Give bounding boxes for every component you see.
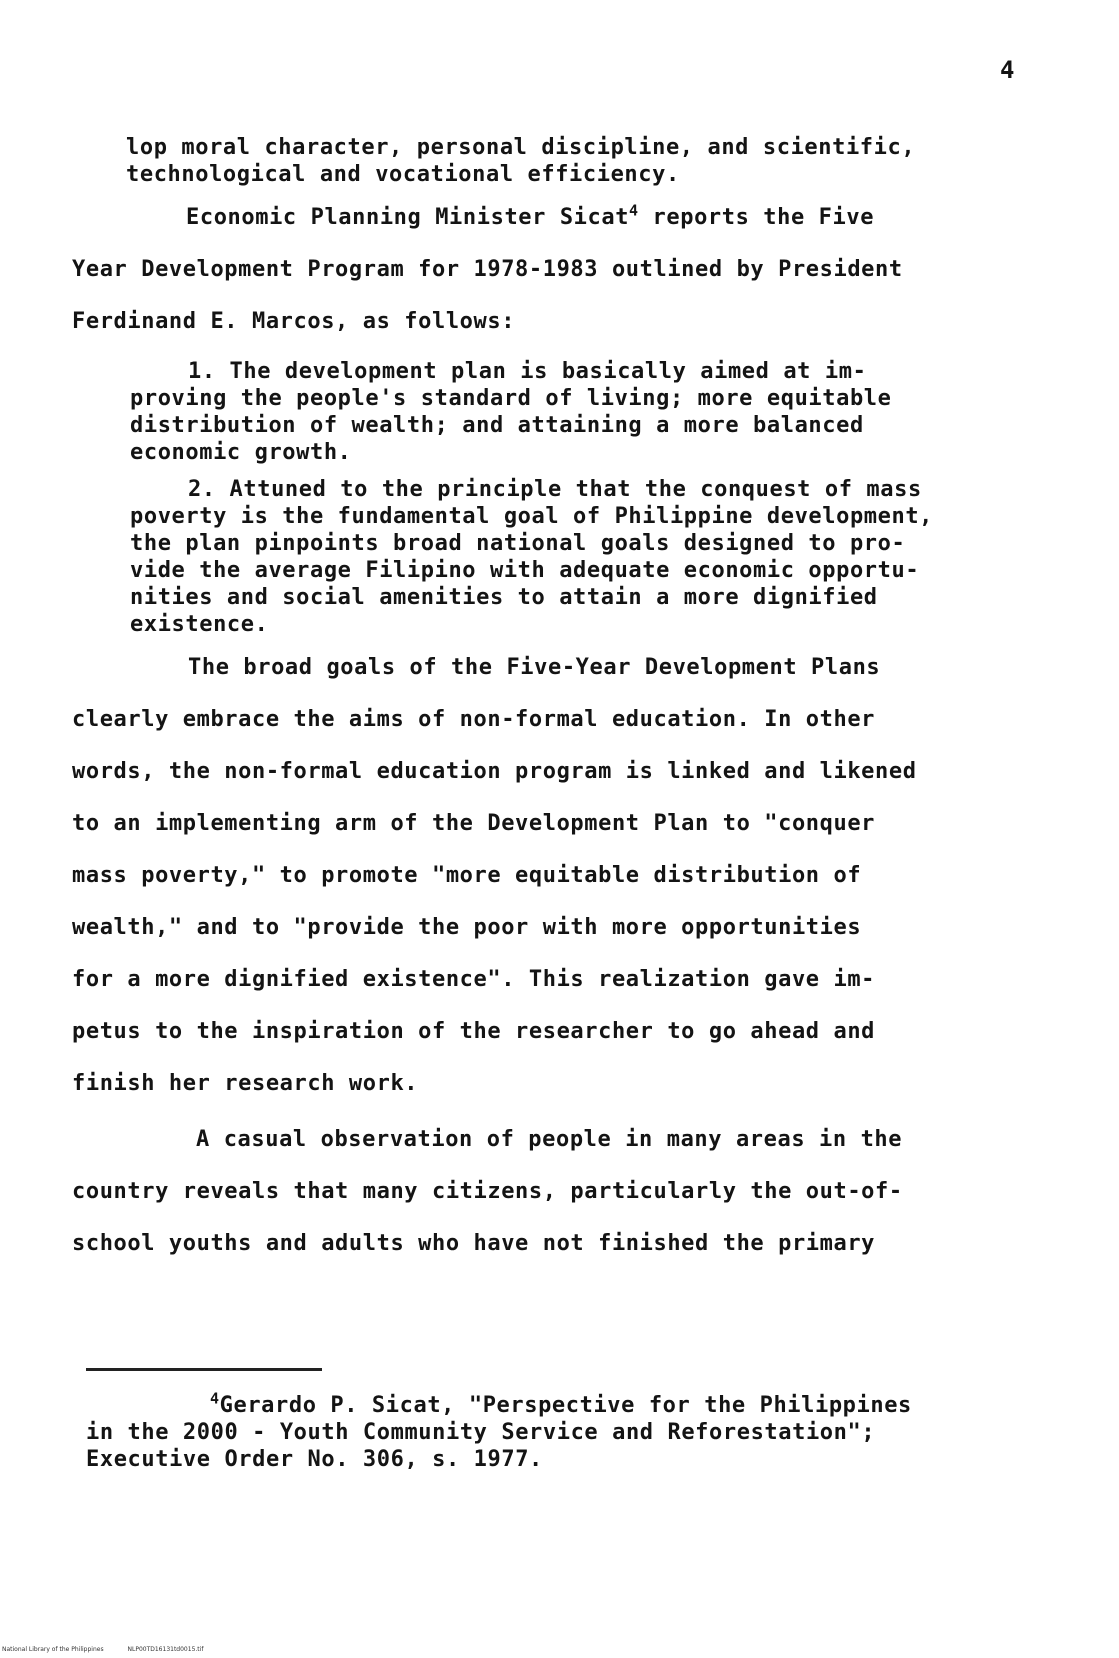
- text-line: to an implementing arm of the Development Plan to "conquer: [72, 811, 876, 836]
- list-item: [130, 476, 933, 638]
- text-line: technological and vocational efficiency.: [126, 162, 680, 187]
- list-item: [130, 358, 891, 466]
- text-line: petus to the inspiration of the researcher to go ahead and: [72, 1019, 876, 1044]
- library-name: National Library of the Philippines: [2, 1646, 104, 1653]
- text-line: Year Development Program for 1978-1983 outlined by President: [72, 257, 903, 282]
- text-line: for a more dignified existence". This realization gave im-: [72, 967, 876, 992]
- text-line: country reveals that many citizens, particularly the out-of-: [72, 1179, 903, 1204]
- text-line: The broad goals of the Five-Year Development Plans: [188, 655, 881, 680]
- text-line: in the 2000 - Youth Community Service and Reforestation";: [86, 1420, 876, 1445]
- text-line: wealth," and to "provide the poor with more opportunities: [72, 915, 862, 940]
- text-line: existence.: [130, 612, 269, 637]
- file-id: NLP00TD16131td0015.tif: [127, 1646, 204, 1653]
- text-line: [86, 1389, 912, 1419]
- footnote-text: Gerardo P. Sicat, "Perspective for the Philippines: [219, 1393, 912, 1418]
- text-line: Ferdinand E. Marcos, as follows:: [72, 309, 516, 334]
- text-line: finish her research work.: [72, 1071, 419, 1096]
- text-line: A casual observation of people in many areas in the: [196, 1127, 903, 1152]
- text-line: distribution of wealth; and attaining a more balanced: [130, 413, 864, 438]
- scan-footer: [2, 1646, 225, 1654]
- text-line: words, the non-formal education program is linked and likened: [72, 759, 917, 784]
- text-line: proving the people's standard of living; more equitable: [130, 386, 892, 411]
- text-line: 1. The development plan is basically aimed at im-: [188, 359, 867, 384]
- intro-text-after-footnote: reports the Five: [638, 205, 875, 230]
- text-line: lop moral character, personal discipline, and scientific,: [126, 135, 916, 160]
- text-line: 2. Attuned to the principle that the conquest of mass: [188, 477, 922, 502]
- page-number: 4: [1000, 56, 1015, 84]
- text-line: poverty is the fundamental goal of Philippine development,: [130, 504, 934, 529]
- intro-paragraph: [72, 192, 903, 348]
- intro-text-before-footnote: Economic Planning Minister Sicat: [186, 205, 630, 230]
- footnote-marker: 4: [210, 1389, 220, 1408]
- opening-continuation: [126, 134, 915, 188]
- footnote: [86, 1389, 912, 1473]
- text-line: clearly embrace the aims of non-formal education. In other: [72, 707, 876, 732]
- footnote-divider: [86, 1368, 322, 1371]
- text-line: Executive Order No. 306, s. 1977.: [86, 1447, 543, 1472]
- text-line: mass poverty," to promote "more equitable distribution of: [72, 863, 862, 888]
- text-line: nities and social amenities to attain a more dignified: [130, 585, 878, 610]
- goals-paragraph: [72, 642, 917, 1110]
- text-line: vide the average Filipino with adequate economic opportu-: [130, 558, 920, 583]
- observation-paragraph: [72, 1114, 903, 1270]
- text-line: [72, 192, 903, 244]
- text-line: the plan pinpoints broad national goals designed to pro-: [130, 531, 906, 556]
- text-line: economic growth.: [130, 440, 352, 465]
- text-line: school youths and adults who have not finished the primary: [72, 1231, 876, 1256]
- footnote-reference: 4: [629, 201, 639, 220]
